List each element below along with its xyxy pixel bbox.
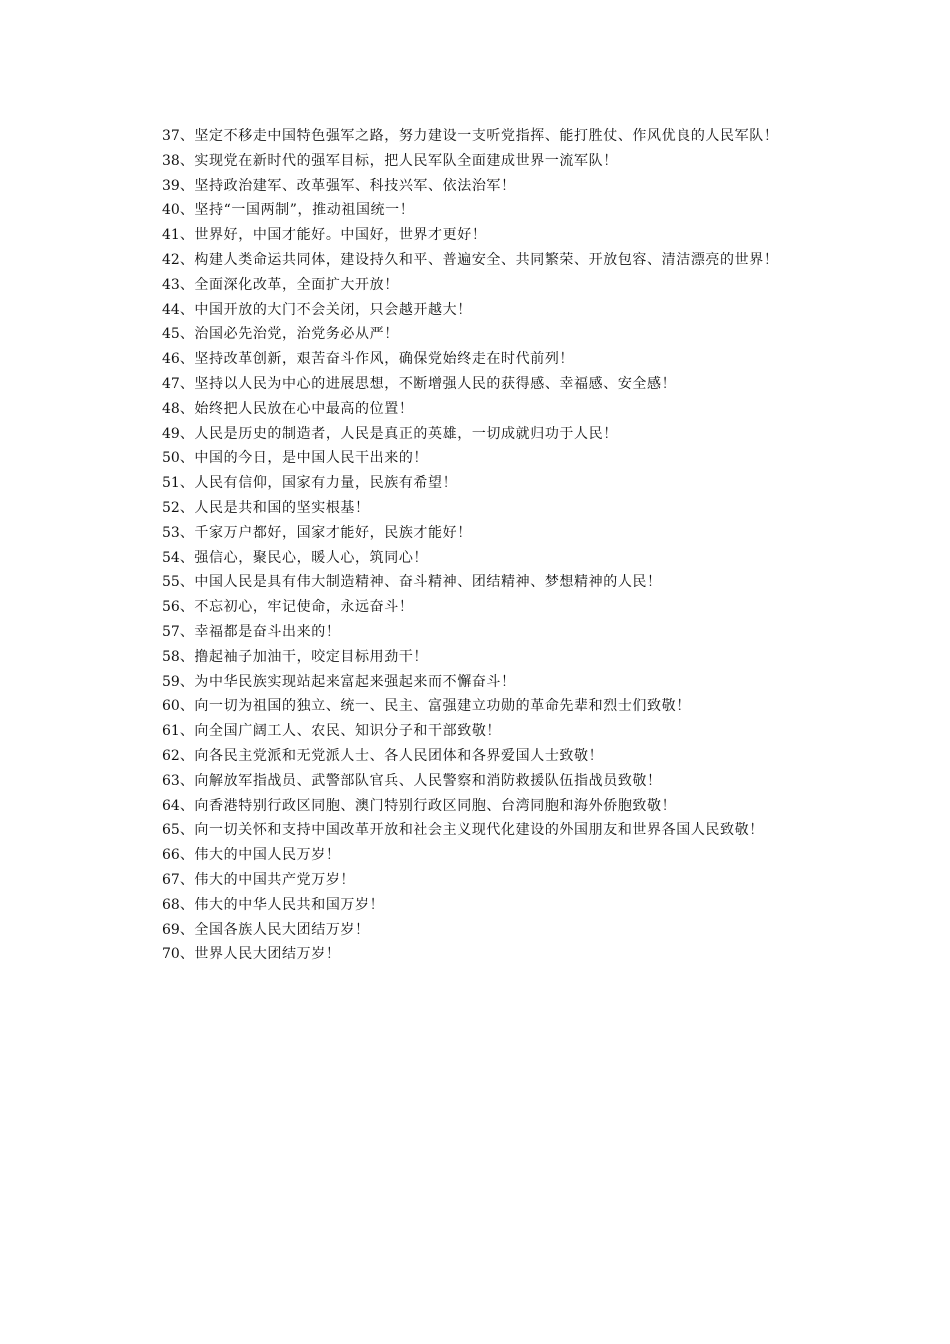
item-text: 、向各民主党派和无党派人士、各人民团体和各界爱国人士致敬！ [179, 747, 604, 764]
list-item [145, 496, 813, 521]
item-number: 55 [162, 574, 180, 591]
list-item [145, 174, 813, 199]
list-item [145, 446, 813, 471]
item-number: 70 [162, 946, 180, 963]
item-number: 37 [162, 128, 180, 144]
item-number: 60 [162, 698, 180, 715]
item-number: 42 [162, 251, 180, 268]
list-item [145, 868, 813, 893]
item-number: 39 [162, 177, 180, 194]
list-item [145, 273, 813, 298]
item-number: 69 [162, 921, 180, 938]
list-item [145, 570, 813, 595]
item-text: 、撸起袖子加油干，咬定目标用劲干！ [179, 648, 429, 665]
item-number: 49 [162, 425, 180, 442]
item-number: 45 [162, 326, 180, 343]
list-item [145, 372, 813, 397]
list-item [145, 223, 813, 248]
item-number: 58 [162, 648, 180, 665]
item-number: 47 [162, 375, 180, 392]
list-item [145, 694, 813, 719]
list-item [145, 893, 813, 918]
item-text: 、伟大的中华人民共和国万岁！ [179, 896, 385, 913]
item-text: 、中国开放的大门不会关闭，只会越开越大！ [179, 301, 472, 318]
item-number: 50 [162, 450, 180, 467]
item-text: 、不忘初心，牢记使命，永远奋斗！ [179, 599, 414, 616]
item-text: 、千家万户都好，国家才能好，民族才能好！ [179, 524, 472, 541]
item-text: 、人民有信仰，国家有力量，民族有希望！ [179, 475, 458, 492]
item-number: 53 [162, 524, 180, 541]
item-text: 、向一切为祖国的独立、统一、民主、富强建立功勋的革命先辈和烈士们致敬！ [179, 698, 691, 715]
list-item [145, 620, 813, 645]
list-item [145, 471, 813, 496]
list-item [145, 397, 813, 422]
item-text: 、实现党在新时代的强军目标，把人民军队全面建成世界一流军队！ [179, 152, 618, 169]
item-text: 、人民是共和国的坚实根基！ [179, 499, 370, 516]
item-number: 63 [162, 772, 180, 789]
item-text: 、向一切关怀和支持中国改革开放和社会主义现代化建设的外国朋友和世界各国人民致敬！ [179, 822, 764, 839]
item-text: 、全国各族人民大团结万岁！ [179, 921, 370, 938]
list-item [145, 521, 813, 546]
item-number: 41 [162, 227, 180, 244]
item-text: 、坚持改革创新，艰苦奋斗作风，确保党始终走在时代前列！ [179, 351, 575, 368]
item-text: 、伟大的中国人民万岁！ [179, 847, 341, 864]
list-item [145, 322, 813, 347]
item-text: 、向解放军指战员、武警部队官兵、人民警察和消防救援队伍指战员致敬！ [179, 772, 662, 789]
item-text: 、向全国广阔工人、农民、知识分子和干部致敬！ [179, 723, 502, 740]
item-number: 48 [162, 400, 180, 417]
item-text: 、世界好，中国才能好。中国好，世界才更好！ [179, 227, 487, 244]
list-item [145, 818, 813, 843]
item-number: 43 [162, 276, 180, 293]
item-text: 、向香港特别行政区同胞、澳门特别行政区同胞、台湾同胞和海外侨胞致敬！ [179, 797, 677, 814]
item-text: 、全面深化改革，全面扩大开放！ [179, 276, 399, 293]
item-number: 61 [162, 723, 180, 740]
list-item [145, 248, 813, 273]
list-item [145, 719, 813, 744]
item-number: 40 [162, 202, 180, 219]
list-item [145, 546, 813, 571]
item-number: 62 [162, 747, 180, 764]
item-text: 、始终把人民放在心中最高的位置！ [179, 400, 414, 417]
item-number: 68 [162, 896, 180, 913]
item-number: 54 [162, 549, 180, 566]
item-number: 66 [162, 847, 180, 864]
item-text: 、人民是历史的制造者，人民是真正的英雄，一切成就归功于人民！ [179, 425, 618, 442]
item-number: 44 [162, 301, 180, 318]
item-text: 、坚持以人民为中心的进展思想，不断增强人民的获得感、幸福感、安全感！ [179, 375, 677, 392]
list-item [145, 422, 813, 447]
list-item [145, 670, 813, 695]
item-number: 52 [162, 499, 180, 516]
list-item [145, 595, 813, 620]
list-item [145, 942, 813, 967]
item-number: 65 [162, 822, 180, 839]
list-item [145, 744, 813, 769]
item-text: 、坚持“一国两制”，推动祖国统一！ [179, 202, 415, 219]
item-text: 、构建人类命运共同体，建设持久和平、普遍安全、共同繁荣、开放包容、清洁漂亮的世界！ [179, 251, 779, 268]
list-item [145, 347, 813, 372]
item-text: 、为中华民族实现站起来富起来强起来而不懈奋斗！ [179, 673, 516, 690]
item-number: 67 [162, 871, 180, 888]
list-item [145, 149, 813, 174]
item-number: 38 [162, 152, 180, 169]
list-item [145, 298, 813, 323]
item-number: 46 [162, 351, 180, 368]
item-number: 59 [162, 673, 180, 690]
item-number: 64 [162, 797, 180, 814]
item-text: 、中国的今日，是中国人民干出来的！ [179, 450, 429, 467]
item-text: 、坚持政治建军、改革强军、科技兴军、依法治军！ [179, 177, 516, 194]
item-number: 51 [162, 475, 180, 492]
list-item [145, 769, 813, 794]
item-text: 、幸福都是奋斗出来的！ [179, 623, 341, 640]
item-text: 、坚定不移走中国特色强军之路，努力建设一支听党指挥、能打胜仗、作风优良的人民军队！ [179, 128, 779, 144]
list-item [145, 794, 813, 819]
item-text: 、中国人民是具有伟大制造精神、奋斗精神、团结精神、梦想精神的人民！ [179, 574, 662, 591]
item-number: 57 [162, 623, 180, 640]
list-item [145, 124, 813, 149]
document-body [145, 124, 813, 967]
item-text: 、强信心，聚民心，暖人心，筑同心！ [179, 549, 429, 566]
list-item [145, 918, 813, 943]
item-number: 56 [162, 599, 180, 616]
item-text: 、伟大的中国共产党万岁！ [179, 871, 356, 888]
item-text: 、世界人民大团结万岁！ [179, 946, 341, 963]
list-item [145, 645, 813, 670]
list-item [145, 198, 813, 223]
item-text: 、治国必先治党，治党务必从严！ [179, 326, 399, 343]
list-item [145, 843, 813, 868]
